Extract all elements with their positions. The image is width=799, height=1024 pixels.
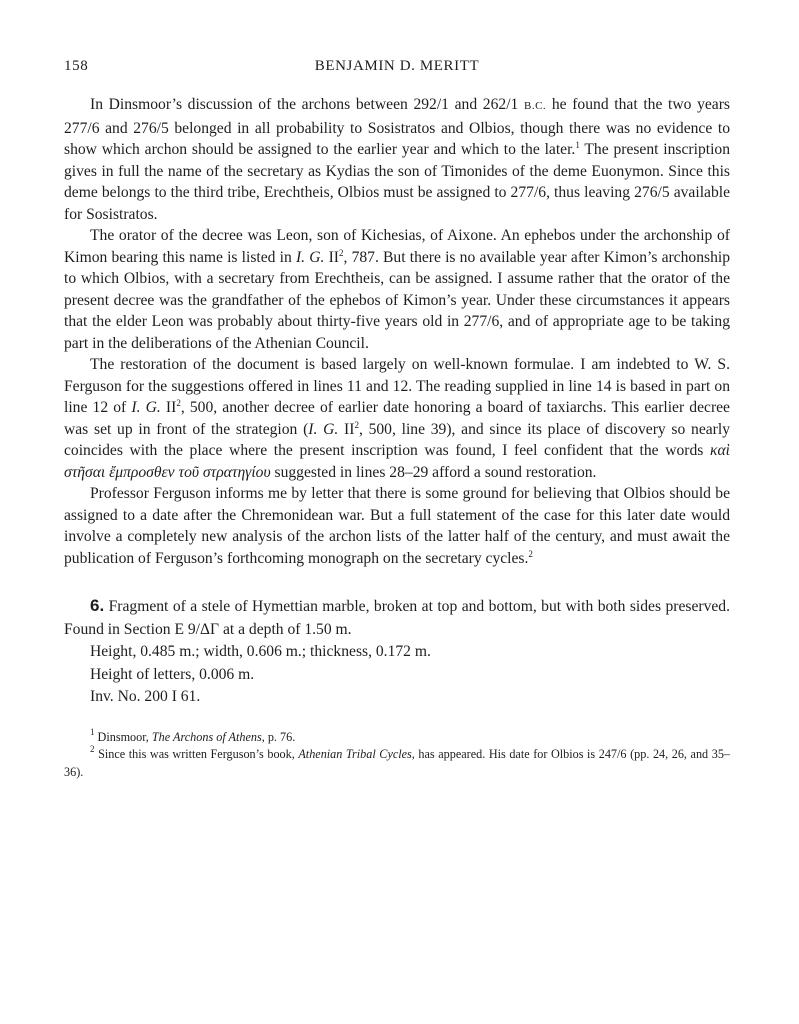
paragraph-3: The restoration of the document is based largely on well-known formulae. I am indebted to W. S. Ferguson for the suggestions offered in lines 11 and 12. The reading supplied in line 14 is based in part on line 12 of I. G. $II^2$, 500, another decree of earlier date honoring a board of taxiarchs. This earlier decree was set up in front of the strategion (I. G. $II^2$, 500, line 39), and since its place of discovery so nearly coincides with the place where the present inscription was found, I feel confident that the words καὶ στῆσαι ἔμπροσθεν τοῦ στρατηγίου suggested in lines 28–29 afford a sound restoration. — [64, 356, 730, 481]
ig-reference: I. G. — [308, 420, 339, 438]
footnote-ref-2: 2 — [528, 548, 533, 559]
footnotes — [64, 726, 731, 782]
entry-inventory: Inv. No. 200 I 61. — [90, 688, 201, 705]
entry-description: 6. Fragment of a stele of Hymettian marble, broken at top and bottom, but with both sides preserved. Found in Section E 9/ΔΓ at a depth of 1.50 m. — [64, 596, 730, 638]
entry-dimensions: Height, 0.485 m.; width, 0.606 m.; thickness, 0.172 m. — [90, 643, 431, 660]
entry-number: 6. — [90, 596, 105, 615]
ig-reference: I. G. — [131, 399, 161, 416]
paragraph-2: The orator of the decree was Leon, son of Kichesias, of Aixone. An ephebos under the archonship of Kimon bearing this name is listed in I. G. $II^2$, 787. But there is no available year after Kimon’s archonship to which Olbios, with a secretary from Erechtheis, can be assigned. I assume rather that the orator of the present decree was the grandfather of the ephebos of Kimon’s year. Under these circumstances it appears that the elder Leon was probably about thirty-five years old in 277/6, and of appropriate age to be taking part in the deliberations of the Athenian Council. — [64, 227, 730, 352]
page — [64, 58, 730, 781]
running-header — [64, 58, 730, 80]
paragraph-1: In Dinsmoor’s discussion of the archons between 292/1 and 262/1 B.C. he found that the two years 277/6 and 276/5 belonged in all probability to Sosistratos and Olbios, though there was no evidence to show which archon should be assigned to the earlier year and which to the later.$^1$ The present inscription gives in full the name of the secretary as Kydias the son of Timonides of the deme Euonymon. Since this deme belongs to the third tribe, Erechtheis, Olbios must be assigned to 277/6, thus leaving 276/5 available for Sosistratos. — [64, 96, 730, 223]
entry-letter-height: Height of letters, 0.006 m. — [90, 665, 255, 683]
book-title: Athenian Tribal Cycles — [298, 747, 412, 761]
running-head-author: BENJAMIN D. MERITT — [314, 58, 480, 74]
book-title: The Archons of Athens — [151, 729, 262, 744]
ig-reference: I. G. — [295, 248, 325, 266]
greek-quotation: καὶ στῆσαι ἔμπροσθεν τοῦ στρατηγίου — [64, 442, 730, 481]
paragraph-4: Professor Ferguson informs me by letter that there is some ground for believing that Olbios should be assigned to a date after the Chremonidean war. But a full statement of the case for this later date would involve a completely new analysis of the archon lists of the latter half of the century, and must await the publication of Ferguson’s forthcoming monograph on the secretary cycles.$^2$ — [64, 485, 730, 567]
footnote-2: $^2$ Since this was written Ferguson’s book, Athenian Tribal Cycles, has appeared. His date for Olbios is 247/6 (pp. 24, 26, and 35–36). — [64, 744, 731, 779]
catalog-entry — [64, 595, 730, 709]
main-text — [64, 94, 730, 569]
page-number: 158 — [64, 58, 89, 74]
footnote-1: $^1$ Dinsmoor, The Archons of Athens, p. 76. — [90, 726, 296, 744]
footnote-ref-1: 1 — [575, 140, 580, 150]
bc-abbrev: B.C. — [524, 100, 547, 112]
